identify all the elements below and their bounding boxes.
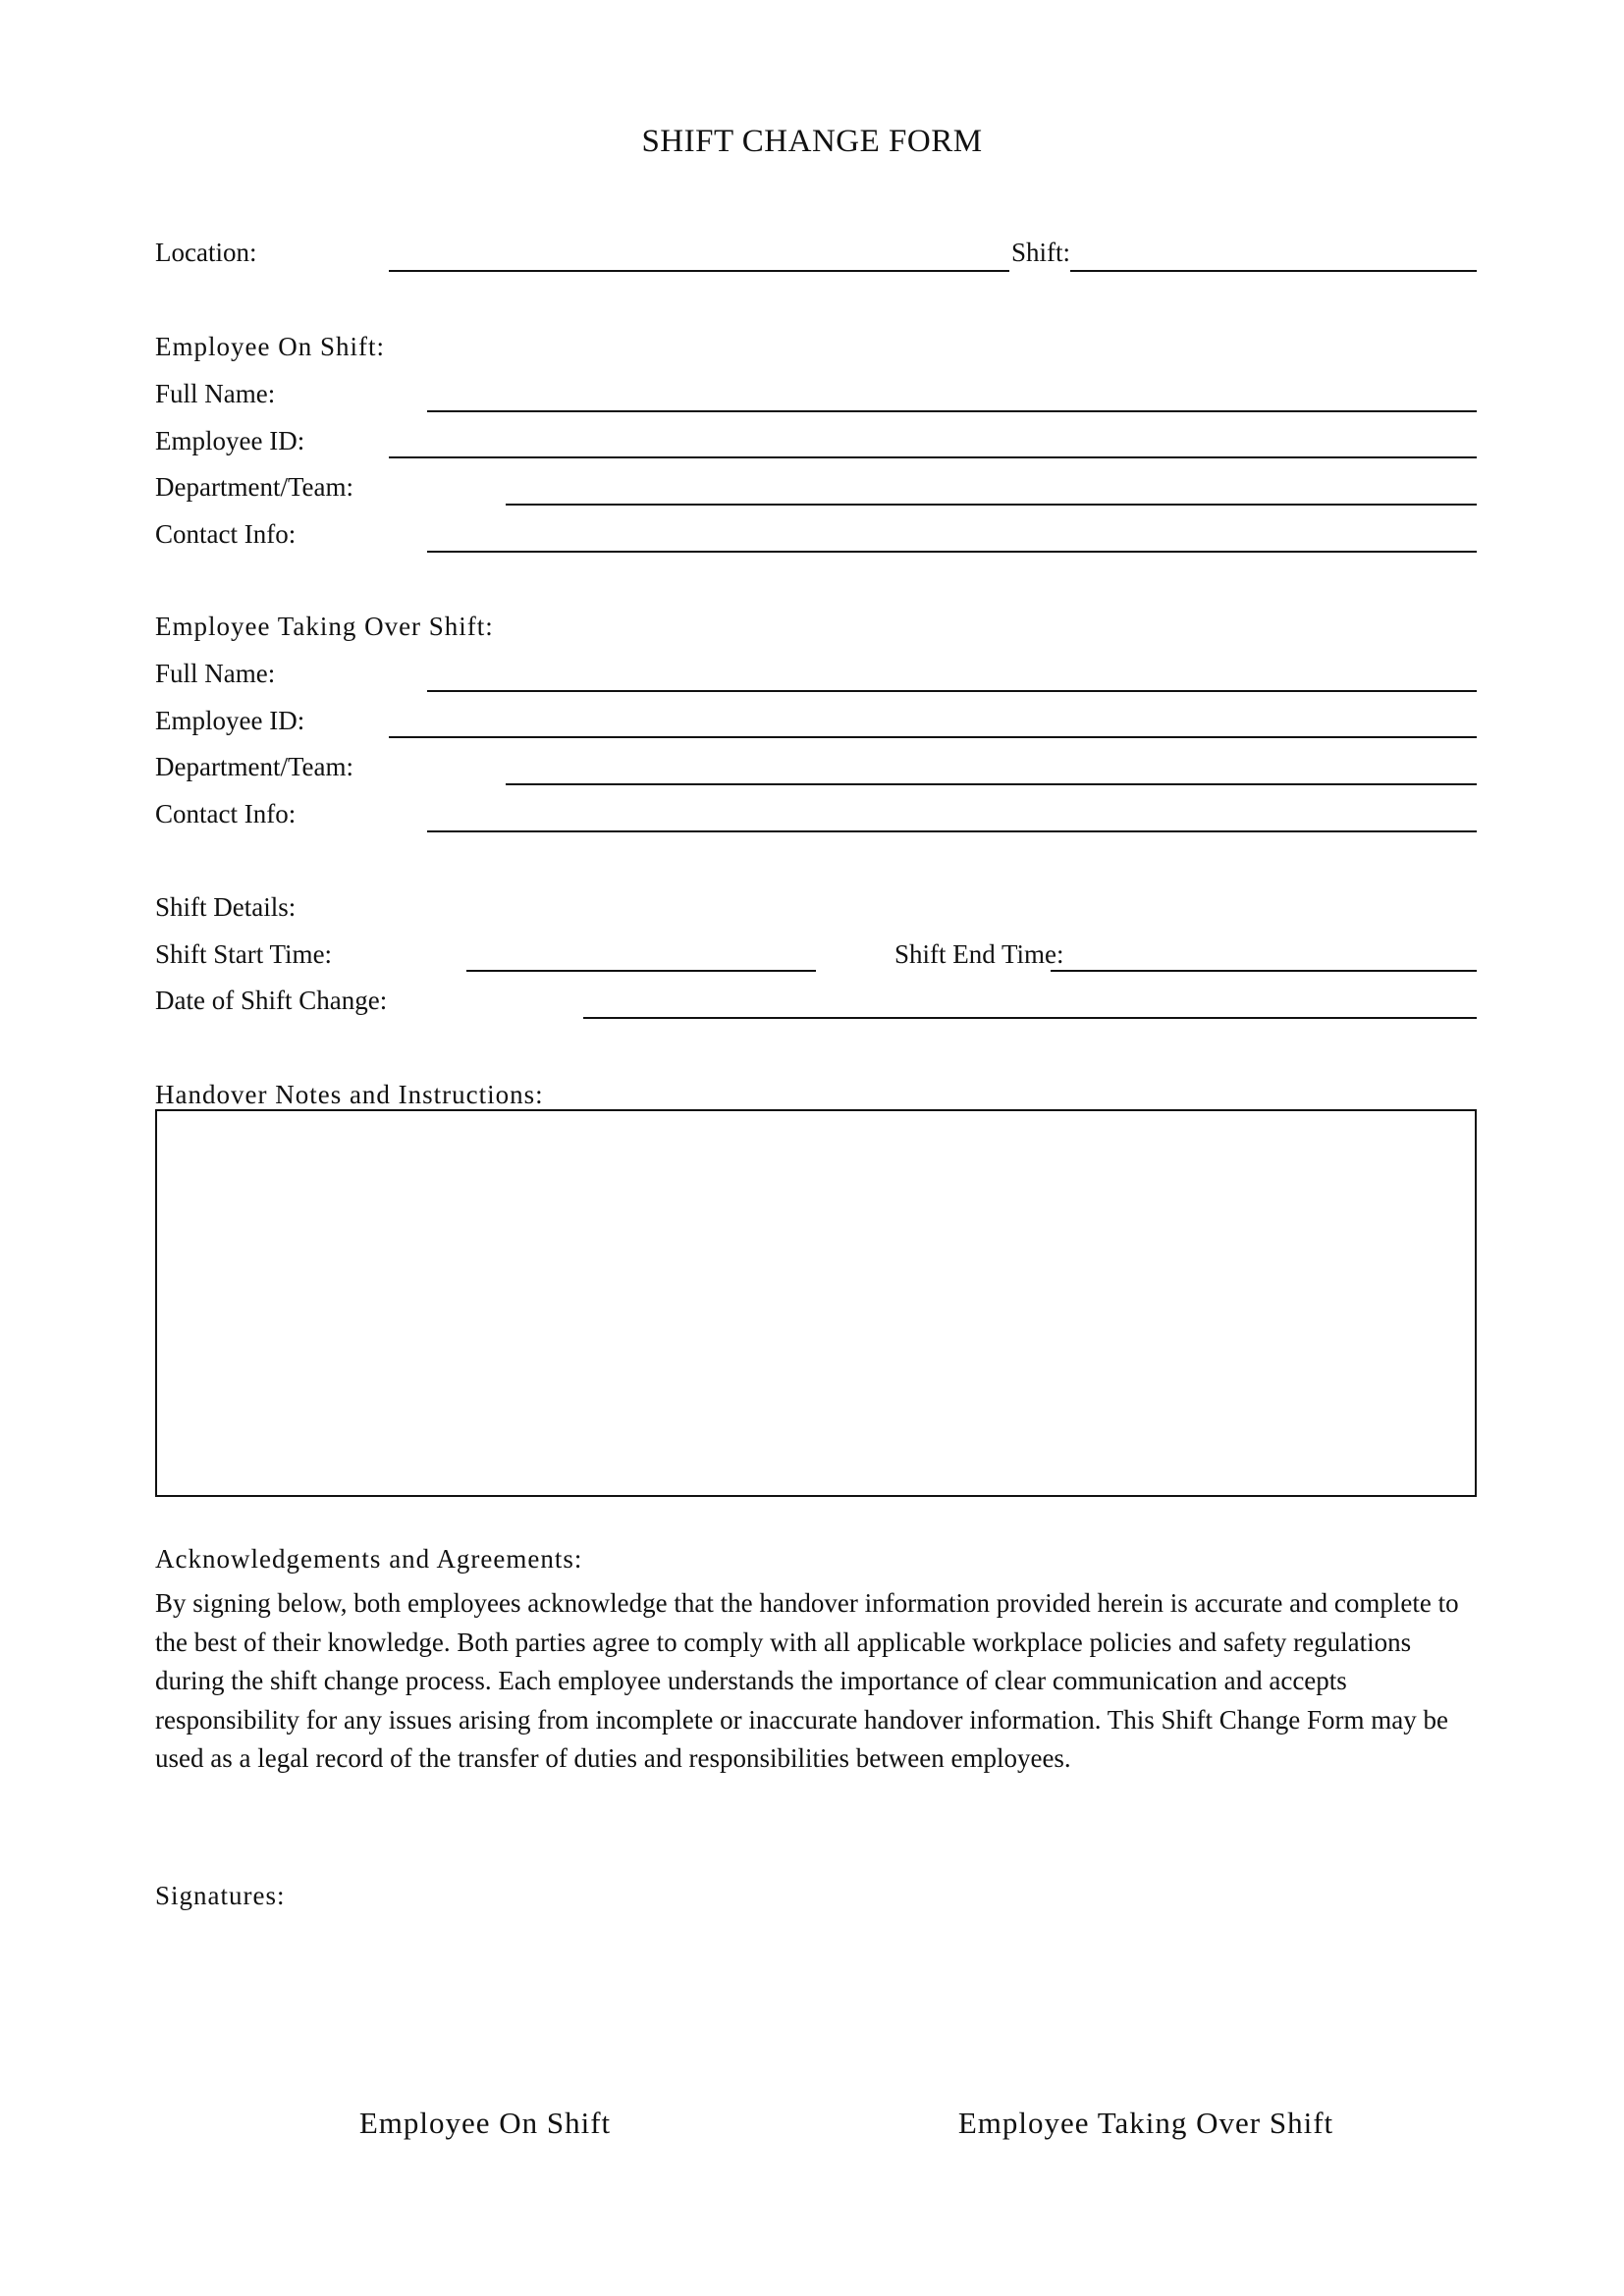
on-shift-contact-label: Contact Info: (155, 519, 297, 549)
signatures-heading: Signatures: (155, 1881, 286, 1910)
acknowledgements-heading: Acknowledgements and Agreements: (155, 1544, 583, 1574)
taking-over-full-name-line[interactable] (427, 690, 1477, 692)
acknowledgements-text: By signing below, both employees acknowledge that the handover information provided herein is accurate and complete to the best of their knowledge. Both parties agree to comply with all applicable workplace policies and safety regulations during the shift change process. Each employee understands the importance of clear communication and accepts responsibility for any issues arising from incomplete or inaccurate handover information. This Shift Change Form may be used as a legal record of the transfer of duties and responsibilities between employees. (155, 1588, 1459, 1773)
shift-line[interactable] (1070, 270, 1477, 272)
shift-date-label: Date of Shift Change: (155, 986, 388, 1015)
handover-notes-heading: Handover Notes and Instructions: (155, 1080, 544, 1109)
shift-start-time-label: Shift Start Time: (155, 939, 333, 969)
location-label: Location: (155, 238, 257, 267)
page-title: SHIFT CHANGE FORM (641, 124, 983, 159)
shift-label: Shift: (1011, 238, 1071, 267)
on-shift-full-name-line[interactable] (427, 410, 1477, 412)
handover-notes-box[interactable] (155, 1109, 1477, 1497)
taking-over-contact-label: Contact Info: (155, 799, 297, 828)
shift-details-heading: Shift Details: (155, 892, 297, 922)
employee-taking-over-heading: Employee Taking Over Shift: (155, 612, 494, 641)
taking-over-department-label: Department/Team: (155, 752, 354, 781)
taking-over-employee-id-label: Employee ID: (155, 706, 305, 735)
taking-over-employee-id-line[interactable] (389, 736, 1477, 738)
on-shift-employee-id-line[interactable] (389, 456, 1477, 458)
shift-end-time-line[interactable] (1051, 970, 1477, 972)
shift-date-line[interactable] (583, 1017, 1477, 1019)
signature-employee-on-shift: Employee On Shift (358, 2106, 612, 2140)
signature-employee-taking-over: Employee Taking Over Shift (957, 2106, 1334, 2140)
taking-over-department-line[interactable] (506, 783, 1477, 785)
on-shift-department-label: Department/Team: (155, 472, 354, 502)
on-shift-department-line[interactable] (506, 504, 1477, 506)
on-shift-employee-id-label: Employee ID: (155, 426, 305, 455)
on-shift-full-name-label: Full Name: (155, 379, 276, 408)
shift-end-time-label: Shift End Time: (894, 939, 1064, 969)
taking-over-contact-line[interactable] (427, 830, 1477, 832)
employee-on-shift-heading: Employee On Shift: (155, 332, 385, 361)
taking-over-full-name-label: Full Name: (155, 659, 276, 688)
location-line[interactable] (389, 270, 1009, 272)
on-shift-contact-line[interactable] (427, 551, 1477, 553)
shift-start-time-line[interactable] (466, 970, 816, 972)
